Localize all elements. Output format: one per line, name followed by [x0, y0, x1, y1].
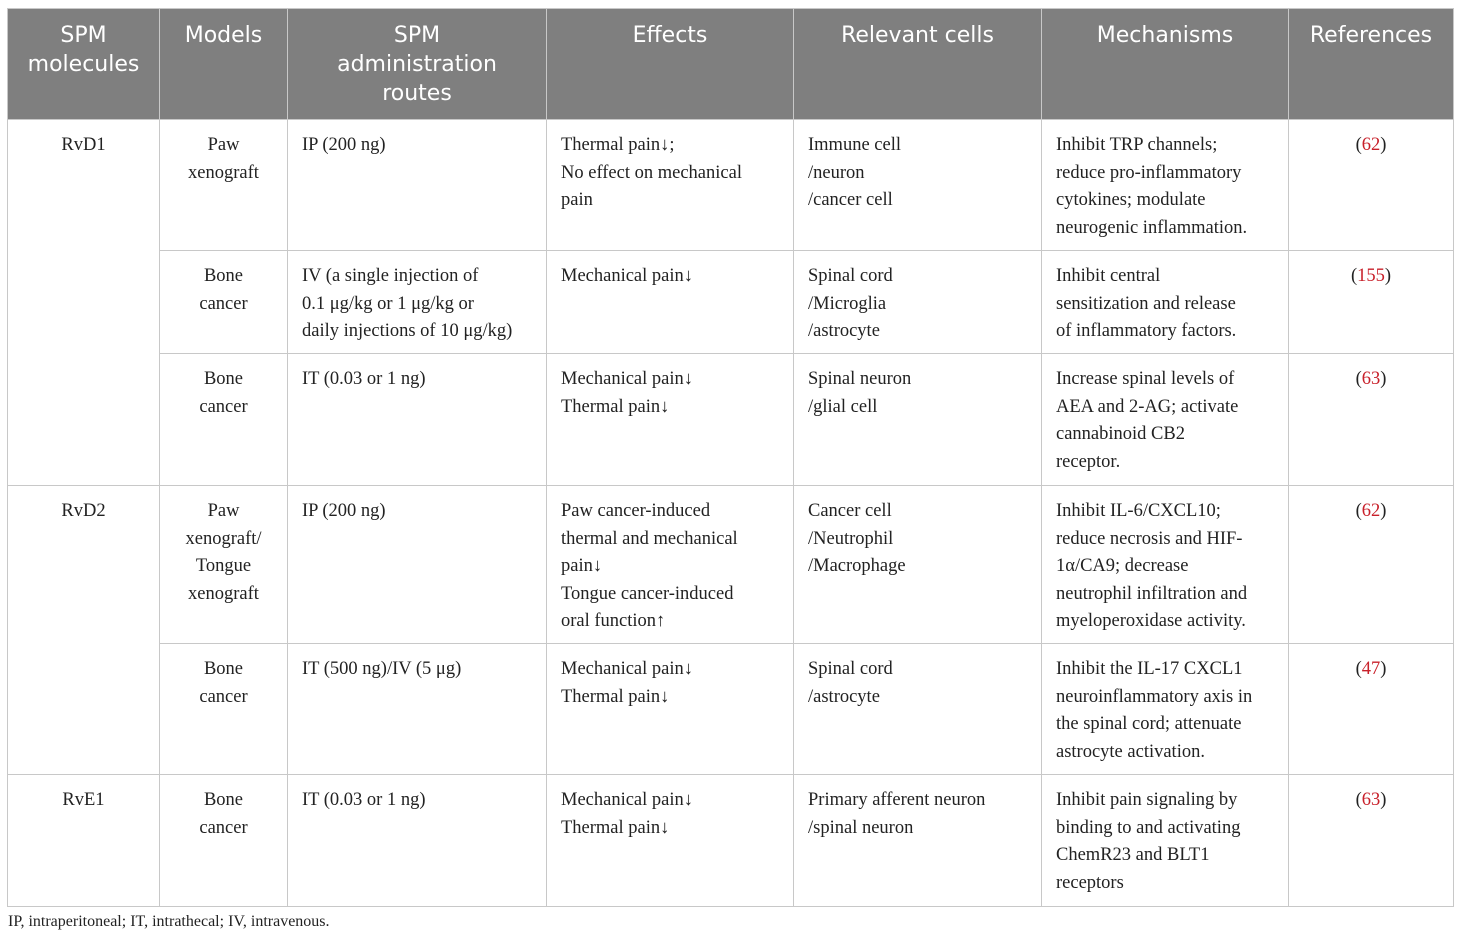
- mech-line: AEA and 2-AG; activate: [1056, 396, 1239, 417]
- mech-line: Inhibit IL-6/CXCL10;: [1056, 501, 1221, 521]
- route-line: 0.1 μg/kg or 1 μg/kg or: [302, 293, 474, 314]
- route-cell: [288, 251, 547, 354]
- mech-line: 1α/CA9; decrease: [1056, 556, 1189, 577]
- table-row: [8, 251, 1454, 354]
- reference-cell: (47): [1289, 644, 1454, 775]
- table-row: [8, 120, 1454, 251]
- effects-line: oral function↑: [561, 611, 666, 632]
- cells-cell: [794, 251, 1042, 354]
- cells-line: /astrocyte: [808, 321, 880, 342]
- reference-link[interactable]: 63: [1361, 369, 1381, 389]
- model-line: cancer: [199, 293, 248, 314]
- cells-line: Spinal cord: [808, 659, 893, 679]
- header-line: molecules: [27, 52, 140, 77]
- mech-line: astrocyte activation.: [1056, 741, 1205, 762]
- cells-line: Cancer cell: [808, 501, 892, 521]
- cells-cell: [794, 354, 1042, 486]
- reference-link[interactable]: 62: [1361, 135, 1381, 155]
- header-line: Relevant cells: [841, 23, 994, 48]
- column-header: [1289, 9, 1454, 120]
- mech-line: sensitization and release: [1056, 293, 1236, 314]
- mech-cell: [1042, 120, 1289, 251]
- model-line: xenograft/: [185, 528, 262, 549]
- mech-line: neurogenic inflammation.: [1056, 217, 1248, 238]
- model-cell: [160, 486, 288, 644]
- cells-line: /cancer cell: [808, 190, 893, 211]
- model-line: cancer: [199, 396, 248, 417]
- effects-line: Mechanical pain↓: [561, 659, 694, 679]
- model-line: cancer: [199, 686, 248, 707]
- table-row: [8, 486, 1454, 644]
- cells-line: /Neutrophil: [808, 528, 894, 549]
- route-line: IV (a single injection of: [302, 266, 479, 286]
- effects-cell: [547, 775, 794, 907]
- effects-line: Thermal pain↓;: [561, 135, 675, 155]
- reference-link[interactable]: 47: [1361, 659, 1381, 679]
- effects-line: Thermal pain↓: [561, 686, 670, 707]
- table-row: [8, 644, 1454, 775]
- route-cell: [288, 354, 547, 486]
- effects-cell: [547, 486, 794, 644]
- header-line: SPM: [60, 23, 107, 48]
- cells-line: Primary afferent neuron: [808, 790, 986, 810]
- cells-line: Spinal neuron: [808, 369, 912, 389]
- effects-line: Paw cancer-induced: [561, 501, 711, 521]
- reference-cell: (62): [1289, 120, 1454, 251]
- mech-line: myeloperoxidase activity.: [1056, 611, 1246, 632]
- reference-link[interactable]: 155: [1357, 266, 1385, 286]
- model-line: Paw: [207, 501, 240, 521]
- reference-link[interactable]: 62: [1361, 501, 1381, 521]
- header-line: routes: [382, 81, 452, 106]
- effects-line: Mechanical pain↓: [561, 266, 694, 286]
- footnote: IP, intraperitoneal; IT, intrathecal; IV, intravenous.: [8, 913, 330, 930]
- effects-line: pain: [561, 190, 593, 211]
- effects-line: Mechanical pain↓: [561, 790, 694, 810]
- route-cell: [288, 486, 547, 644]
- model-line: cancer: [199, 817, 248, 838]
- model-line: Bone: [203, 266, 244, 286]
- molecule-cell: RvD1: [8, 120, 160, 486]
- effects-line: Mechanical pain↓: [561, 369, 694, 389]
- mech-line: Inhibit central: [1056, 266, 1161, 286]
- cells-cell: [794, 775, 1042, 907]
- column-header: [547, 9, 794, 120]
- model-cell: [160, 120, 288, 251]
- header-line: References: [1309, 23, 1433, 48]
- mech-line: binding to and activating: [1056, 817, 1241, 838]
- model-line: Tongue: [195, 556, 252, 577]
- mech-line: cannabinoid CB2: [1056, 424, 1185, 445]
- column-header: [288, 9, 547, 120]
- cells-line: /astrocyte: [808, 686, 880, 707]
- mech-line: Inhibit TRP channels;: [1056, 135, 1218, 155]
- model-line: xenograft: [188, 583, 259, 604]
- molecule-cell: RvD2: [8, 486, 160, 775]
- effects-cell: [547, 120, 794, 251]
- model-line: Bone: [203, 790, 244, 810]
- reference-cell: (62): [1289, 486, 1454, 644]
- effects-line: Thermal pain↓: [561, 396, 670, 417]
- cells-line: /spinal neuron: [808, 817, 914, 838]
- mech-line: receptor.: [1056, 451, 1121, 472]
- header-line: administration: [337, 52, 497, 77]
- route-line: daily injections of 10 μg/kg): [302, 321, 513, 342]
- cells-cell: [794, 120, 1042, 251]
- cells-line: /Macrophage: [808, 556, 906, 577]
- table-row: [8, 775, 1454, 907]
- model-cell: [160, 644, 288, 775]
- column-header: [160, 9, 288, 120]
- mech-line: cytokines; modulate: [1056, 190, 1206, 211]
- header-line: Models: [184, 23, 263, 48]
- mech-line: reduce necrosis and HIF-: [1056, 528, 1243, 549]
- cells-line: /Microglia: [808, 293, 887, 314]
- cells-line: /glial cell: [808, 396, 878, 417]
- cells-cell: [794, 486, 1042, 644]
- effects-line: Tongue cancer-induced: [561, 583, 734, 604]
- cells-line: Immune cell: [808, 135, 901, 155]
- cells-line: Spinal cord: [808, 266, 893, 286]
- effects-line: Thermal pain↓: [561, 817, 670, 838]
- mech-line: neuroinflammatory axis in: [1056, 686, 1253, 707]
- route-line: IP (200 ng): [302, 135, 386, 155]
- mech-line: reduce pro-inflammatory: [1056, 162, 1242, 183]
- model-line: xenograft: [188, 162, 259, 183]
- mech-cell: [1042, 486, 1289, 644]
- route-line: IP (200 ng): [302, 501, 386, 521]
- molecule-cell: RvE1: [8, 775, 160, 907]
- route-cell: [288, 775, 547, 907]
- mech-cell: [1042, 775, 1289, 907]
- model-line: Bone: [203, 369, 244, 389]
- header-line: Mechanisms: [1096, 23, 1234, 48]
- effects-cell: [547, 251, 794, 354]
- reference-cell: (155): [1289, 251, 1454, 354]
- model-cell: [160, 775, 288, 907]
- header-line: SPM: [393, 23, 441, 48]
- model-line: Paw: [207, 135, 240, 155]
- effects-line: No effect on mechanical: [561, 162, 742, 183]
- route-line: IT (500 ng)/IV (5 μg): [302, 659, 462, 679]
- mech-cell: [1042, 251, 1289, 354]
- header-row: [8, 9, 1454, 120]
- mech-line: receptors: [1056, 872, 1124, 893]
- mech-cell: [1042, 644, 1289, 775]
- cells-line: /neuron: [808, 162, 865, 183]
- mech-line: Inhibit the IL-17 CXCL1: [1056, 659, 1243, 679]
- mech-line: Inhibit pain signaling by: [1056, 790, 1238, 810]
- effects-line: thermal and mechanical: [561, 528, 738, 549]
- cells-cell: [794, 644, 1042, 775]
- mech-line: neutrophil infiltration and: [1056, 583, 1248, 604]
- column-header: [8, 9, 160, 120]
- mech-line: ChemR23 and BLT1: [1056, 845, 1210, 866]
- effects-cell: [547, 354, 794, 486]
- route-cell: [288, 120, 547, 251]
- reference-cell: (63): [1289, 354, 1454, 486]
- effects-cell: [547, 644, 794, 775]
- mech-cell: [1042, 354, 1289, 486]
- spm-table: [7, 8, 1454, 907]
- mech-line: the spinal cord; attenuate: [1056, 714, 1242, 735]
- model-cell: [160, 354, 288, 486]
- mech-line: Increase spinal levels of: [1056, 369, 1235, 389]
- model-line: Bone: [203, 659, 244, 679]
- column-header: [794, 9, 1042, 120]
- model-cell: [160, 251, 288, 354]
- route-line: IT (0.03 or 1 ng): [302, 790, 426, 810]
- reference-link[interactable]: 63: [1361, 790, 1381, 810]
- header-line: Effects: [632, 23, 708, 48]
- column-header: [1042, 9, 1289, 120]
- route-cell: [288, 644, 547, 775]
- reference-cell: (63): [1289, 775, 1454, 907]
- route-line: IT (0.03 or 1 ng): [302, 369, 426, 389]
- table-row: [8, 354, 1454, 486]
- effects-line: pain↓: [561, 556, 603, 577]
- mech-line: of inflammatory factors.: [1056, 321, 1237, 342]
